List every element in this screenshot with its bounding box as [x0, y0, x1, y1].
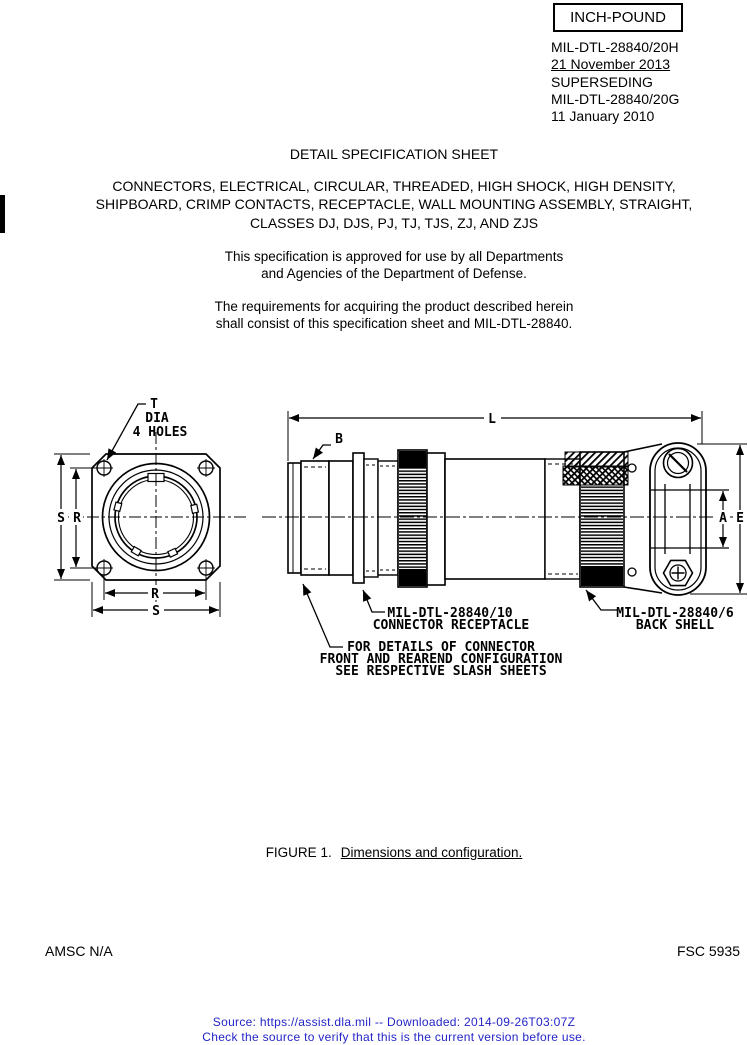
- document-number: MIL-DTL-28840/20H: [551, 39, 679, 55]
- figure-drawing: [0, 390, 748, 692]
- side-view: [262, 443, 747, 595]
- clamp-screw-top: [664, 449, 693, 478]
- connector-thread-section: [301, 461, 329, 575]
- backshell-callout-line2: BACK SHELL: [635, 618, 715, 633]
- approval-line-2: and Agencies of the Department of Defense.: [261, 266, 527, 282]
- clamp-screw-bottom: [664, 560, 693, 585]
- dim-label-r-bottom: R: [151, 587, 159, 602]
- subject-line-1: CONNECTORS, ELECTRICAL, CIRCULAR, THREADED, HIGH SHOCK, HIGH DENSITY,: [112, 178, 676, 194]
- detail-note-line2: FRONT AND REAREND CONFIGURATION: [319, 652, 563, 667]
- subject-line-2: SHIPBOARD, CRIMP CONTACTS, RECEPTACLE, WALL MOUNTING ASSEMBLY, STRAIGHT,: [95, 196, 693, 213]
- sheet-type-title: DETAIL SPECIFICATION SHEET: [289, 146, 499, 162]
- requirements-line-1: The requirements for acquiring the product described herein: [214, 299, 574, 314]
- front-view: [66, 432, 246, 602]
- receptacle-callout-line1: MIL-DTL-28840/10: [387, 606, 513, 621]
- inch-pound-label: INCH-POUND: [570, 9, 666, 26]
- backshell-callout-line1: MIL-DTL-28840/6: [616, 606, 734, 621]
- connector-front-face: [288, 463, 301, 573]
- approval-line-1: This specification is approved for use by all Departments: [224, 249, 564, 264]
- figure-caption-prefix: FIGURE 1.: [265, 845, 332, 860]
- hole-note-4holes: 4 HOLES: [132, 425, 188, 440]
- receptacle-callout-line2: CONNECTOR RECEPTACLE: [372, 618, 530, 633]
- dim-label-l: L: [488, 412, 496, 427]
- specification-subject: [40, 177, 748, 232]
- hole-note-dia: DIA: [145, 411, 169, 426]
- cable-gland-section: [563, 452, 628, 485]
- dim-label-a: A: [719, 511, 727, 526]
- inch-pound-stamp: [553, 3, 683, 32]
- fsc-code: FSC 5935: [676, 943, 740, 959]
- detail-note-line3: SEE RESPECTIVE SLASH SHEETS: [335, 664, 547, 679]
- source-line-1: Source: https://assist.dla.mil -- Downloaded: 2014-09-26T03:07Z: [212, 1015, 576, 1029]
- approval-paragraph: [40, 248, 748, 282]
- subject-line-3: CLASSES DJ, DJS, PJ, TJ, TJS, ZJ, AND ZJS: [249, 214, 539, 231]
- callout-labels: [303, 584, 734, 679]
- receptacle-shell-body: [445, 459, 545, 579]
- dim-label-r-left: R: [73, 511, 81, 526]
- superseding-label: SUPERSEDING: [551, 73, 653, 90]
- document-id-block: [551, 39, 679, 125]
- dim-label-b: B: [335, 432, 343, 447]
- superseded-number: MIL-DTL-28840/20G: [551, 90, 680, 107]
- hole-note-t: T: [150, 397, 158, 412]
- figure-caption: [40, 845, 748, 860]
- dim-label-s-bottom: S: [152, 604, 160, 619]
- mounting-flange-side: [353, 453, 364, 583]
- requirements-line-2: shall consist of this specification sheet and MIL-DTL-28840.: [215, 316, 573, 332]
- coupling-ring: [398, 450, 427, 587]
- document-date: 21 November 2013: [551, 56, 671, 73]
- figure-caption-title: Dimensions and configuration.: [340, 845, 523, 860]
- detail-note-line1: FOR DETAILS OF CONNECTOR: [347, 640, 535, 655]
- source-line-2: Check the source to verify that this is the current version before use.: [202, 1029, 586, 1044]
- amsc-code: AMSC N/A: [45, 943, 113, 959]
- download-source-note: [40, 1015, 748, 1044]
- requirements-paragraph: [40, 298, 748, 332]
- revision-change-bar: [0, 195, 5, 233]
- dim-label-e: E: [736, 511, 744, 526]
- superseded-date: 11 January 2010: [551, 108, 655, 125]
- dim-label-s-left: S: [57, 511, 65, 526]
